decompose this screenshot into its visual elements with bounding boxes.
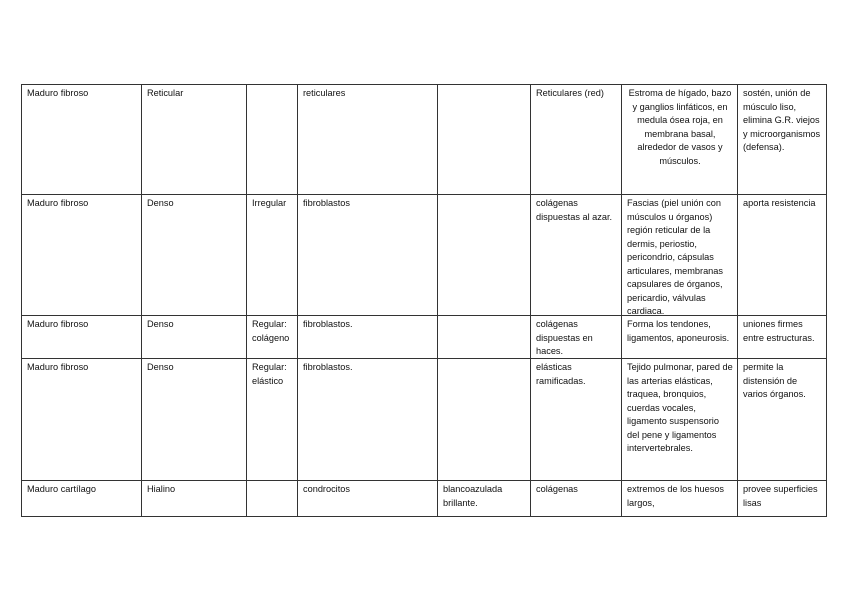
table-cell-col-tipo: Denso bbox=[147, 362, 174, 372]
table-cell-col-funcion: aporta resistencia bbox=[743, 198, 816, 208]
table-cell-col-funcion: uniones firmes entre estructuras. bbox=[743, 319, 815, 343]
table-cell-col-celulas: fibroblastos. bbox=[303, 319, 353, 329]
table-cell-col-subtipo bbox=[246, 481, 297, 516]
table-cell-col-tipo: Hialino bbox=[147, 484, 176, 494]
table-cell-col-funcion: permite la distensión de varios órganos. bbox=[743, 362, 806, 399]
table-cell-col-fibras: elásticas ramificadas. bbox=[536, 362, 586, 386]
table-cell-col-funcion: provee superficies lisas bbox=[743, 484, 818, 508]
table-cell-col-celulas: condrocitos bbox=[303, 484, 350, 494]
table-cell-col-ubicacion: extremos de los huesos largos, bbox=[627, 484, 725, 508]
table-cell-col-aspecto bbox=[437, 85, 530, 194]
table-cell-col-celulas: fibroblastos bbox=[303, 198, 350, 208]
table-cell-col-tipo: Denso bbox=[147, 319, 174, 329]
table-cell-col-fibras: colágenas bbox=[536, 484, 578, 494]
table-cell-col-fibras: Reticulares (red) bbox=[536, 88, 604, 98]
table-cell-col-aspecto bbox=[437, 316, 530, 358]
table-cell-col-tejido: Maduro fibroso bbox=[27, 319, 89, 329]
table-cell-col-tipo: Denso bbox=[147, 198, 174, 208]
table-cell-col-celulas: fibroblastos. bbox=[303, 362, 353, 372]
table-cell-col-aspecto bbox=[437, 195, 530, 315]
table-cell-col-aspecto: blancoazulada brillante. bbox=[443, 484, 503, 508]
table-cell-col-funcion: sostén, unión de músculo liso, elimina G.R. viejos y microorganismos (defensa). bbox=[743, 88, 821, 152]
table-cell-col-subtipo bbox=[246, 85, 297, 194]
table-cell-col-tipo: Reticular bbox=[147, 88, 184, 98]
table-row bbox=[21, 358, 827, 480]
table-row bbox=[21, 480, 827, 517]
table-cell-col-fibras: colágenas dispuestas en haces. bbox=[536, 319, 593, 356]
table-cell-col-celulas: reticulares bbox=[303, 88, 346, 98]
table-cell-col-subtipo: Irregular bbox=[252, 198, 287, 208]
table-cell-col-ubicacion: Forma los tendones, ligamentos, aponeurosis. bbox=[627, 319, 730, 343]
table-cell-col-ubicacion: Fascias (piel unión con músculos u órganos) región reticular de la dermis, periostio, pericondrio, cápsulas articulares, membranas capsulares de órganos, pericardio, válvulas cardiaca. bbox=[627, 198, 723, 315]
table-row bbox=[21, 315, 827, 358]
table-row bbox=[21, 194, 827, 315]
table-cell-col-fibras: colágenas dispuestas al azar. bbox=[536, 198, 613, 222]
table-row bbox=[21, 84, 827, 194]
table-cell-col-subtipo: Regular: colágeno bbox=[252, 319, 290, 343]
connective-tissue-table bbox=[21, 84, 827, 517]
table-cell-col-ubicacion: Tejido pulmonar, pared de las arterias elásticas, traquea, bronquios, cuerdas vocales, ligamento suspensorio del pene y ligamentos intervertebrales. bbox=[627, 362, 733, 453]
table-cell-col-aspecto bbox=[437, 359, 530, 480]
table-cell-col-tejido: Maduro cartílago bbox=[27, 484, 96, 494]
table-cell-col-tejido: Maduro fibroso bbox=[27, 198, 89, 208]
table-cell-col-ubicacion: Estroma de hígado, bazo y ganglios linfáticos, en medula ósea roja, en membrana basal, alrededor de vasos y músculos. bbox=[628, 88, 732, 166]
table-cell-col-subtipo: Regular: elástico bbox=[252, 362, 287, 386]
table-cell-col-tejido: Maduro fibroso bbox=[27, 88, 89, 98]
table-cell-col-tejido: Maduro fibroso bbox=[27, 362, 89, 372]
